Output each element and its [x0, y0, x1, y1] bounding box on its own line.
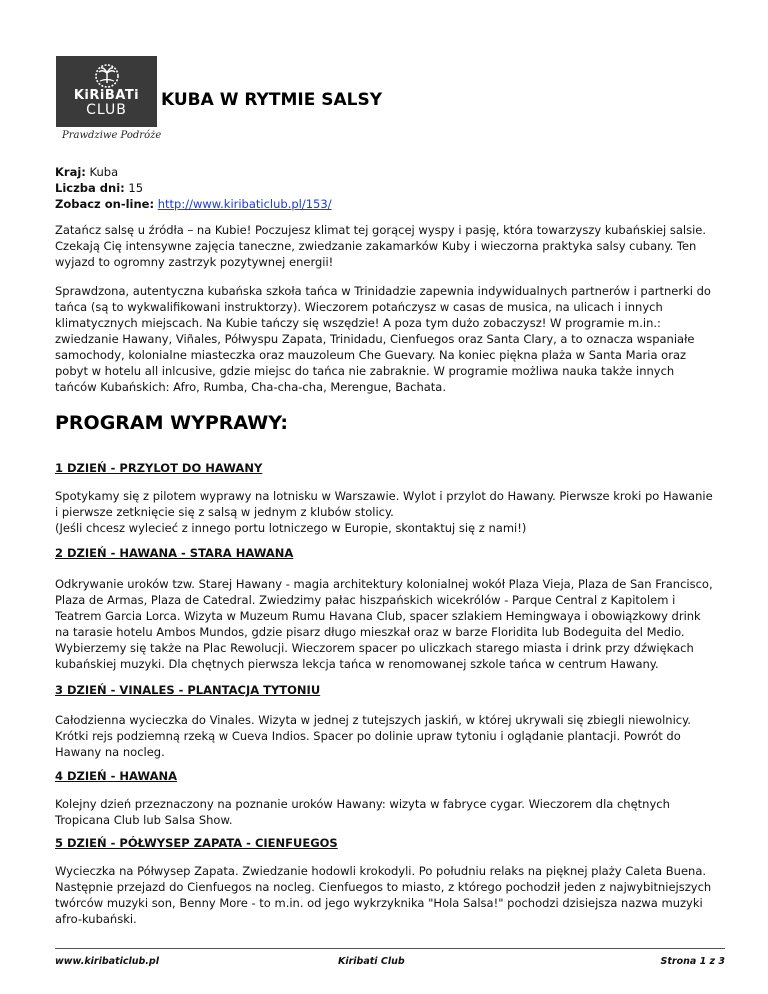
days-row: [55, 180, 332, 196]
day-1-title: 1 DZIEŃ - PRZYLOT DO HAWANY: [55, 461, 263, 475]
day-1-note: (Jeśli chcesz wylecieć z innego portu lotniczego w Europie, skontaktuj się z nami!): [55, 521, 527, 535]
online-label: Zobacz on-line:: [55, 197, 155, 211]
logo-brand-text: KiRiBATi: [73, 88, 140, 103]
logo-tagline: Prawdziwe Podróże: [62, 130, 162, 141]
page-title: KUBA W RYTMIE SALSY: [161, 90, 383, 110]
logo-club-text: CLUB: [86, 102, 127, 118]
day-4-text: Kolejny dzień przeznaczony na poznanie uroków Hawany: wizyta w fabryce cygar. Wieczorem dla chętnych Tropicana Club lub Salsa Show.: [55, 797, 670, 827]
online-link[interactable]: http://www.kiribaticlub.pl/153/: [157, 197, 332, 211]
day-1-description: Spotykamy się z pilotem wyprawy na lotnisku w Warszawie. Wylot i przylot do Hawany. Pierwsze kroki po Hawanie i pierwsze zetknięcie się z salsą w jednym z klubów stolicy.: [55, 489, 713, 519]
trip-meta: [55, 164, 332, 212]
days-value: 15: [128, 181, 144, 195]
days-label: Liczba dni:: [55, 181, 125, 195]
day-5-text: Wycieczka na Półwysep Zapata. Zwiedzanie hodowli krokodyli. Po południu relaks na pięknej plaży Caleta Buena. Następnie przejazd do Cienfuegos na nocleg. Cienfuegos to miasto, z którego pochodził jeden z najwybitniejszych twórców muzyki son, Benny More - to m.in. od jego wykrzyknika "Hola Salsa!" pochodzi dzisiejsza nazwa muzyki afro-kubański.: [55, 864, 712, 926]
palm-emblem-icon: [94, 63, 120, 89]
day-4-title: 4 DZIEŃ - HAWANA: [55, 769, 178, 783]
footer-website: www.kiribaticlub.pl: [55, 956, 159, 967]
footer-company: Kiribati Club: [338, 956, 405, 967]
day-5-title: 5 DZIEŃ - PÓŁWYSEP ZAPATA - CIENFUEGOS: [55, 836, 338, 850]
country-label: Kraj:: [55, 165, 86, 179]
day-3-text: Całodzienna wycieczka do Vinales. Wizyta w jednej z tutejszych jaskiń, w której ukrywali się zbiegli niewolnicy. Krótki rejs podziemną rzeką w Cueva Indios. Spacer po dolinie upraw tytoniu i oglądanie plantacji. Powrót do Hawany na nocleg.: [55, 713, 691, 759]
country-value: Kuba: [89, 165, 119, 179]
online-row: [55, 196, 332, 212]
day-2-text: Odkrywanie uroków tzw. Starej Hawany - magia architektury kolonialnej wokół Plaza Vieja, Plaza de San Francisco, Plaza de Armas, Plaza de Catedral. Zwiedzimy pałac hiszpańskich wicekrólów - Parque Central z Kapitolem i Teatrem Garcia Lorca. Wizyta w Muzeum Rumu Havana Club, spacer szlakiem Hemingwaya i obowiązkowy drink na tarasie hotelu Ambos Mundos, gdzie pisarz długo mieszkał oraz w barze Floridita lub Bodeguita del Medio. Wybierzemy się także na Plac Rewolucji. Wieczorem spacer po uliczkach starego miasta i drink przy dźwiękach kubańskiej muzyki. Dla chętnych pierwsza lekcja tańca w renomowanej szkole tańca w centrum Hawany.: [55, 577, 713, 671]
country-row: [55, 164, 332, 180]
day-3-title: 3 DZIEŃ - VINALES - PLANTACJA TYTONIU: [55, 683, 321, 697]
day-2-title: 2 DZIEŃ - HAWANA - STARA HAWANA: [55, 546, 294, 560]
footer-page-number: Strona 1 z 3: [660, 956, 725, 967]
footer-divider: [55, 948, 725, 949]
intro-paragraph-1: Zatańcz salsę u źródła – na Kubie! Poczujesz klimat tej gorącej wyspy i pasję, która towarzyszy kubańskiej salsie. Czekają Cię intensywne zajęcia taneczne, zwiedzanie zakamarków Kuby i wieczorna praktyka salsy cubany. Ten wyjazd to ogromny zastrzyk pozytywnej energii!: [55, 223, 706, 269]
kiribati-logo: [56, 56, 157, 127]
program-heading: PROGRAM WYPRAWY:: [55, 412, 288, 434]
page-footer: [55, 956, 725, 970]
intro-paragraph-2: Sprawdzona, autentyczna kubańska szkoła tańca w Trinidadzie zapewnia indywidualnych partnerów i partnerki do tańca (są to wykwalifikowani instruktorzy). Wieczorem potańczysz w casas de musica, na ulicach i innych klimatycznych miejscach. Na Kubie tańczy się wszędzie! A poza tym dużo zobaczysz! W programie m.in.: zwiedzanie Hawany, Viñales, Półwyspu Zapata, Trinidadu, Cienfuegos oraz Santa Clary, a to oznacza wspaniałe samochody, kolonialne miasteczka oraz mauzoleum Che Guevary. Na koniec piękna plaża w Santa Maria oraz pobyt w hotelu all inlcusive, gdzie miejsc do tańca nie zabraknie. W programie możliwa nauka także innych tańców Kubańskich: Afro, Rumba, Cha-cha-cha, Merengue, Bachata.: [55, 284, 711, 394]
day-1-text: [55, 488, 715, 536]
